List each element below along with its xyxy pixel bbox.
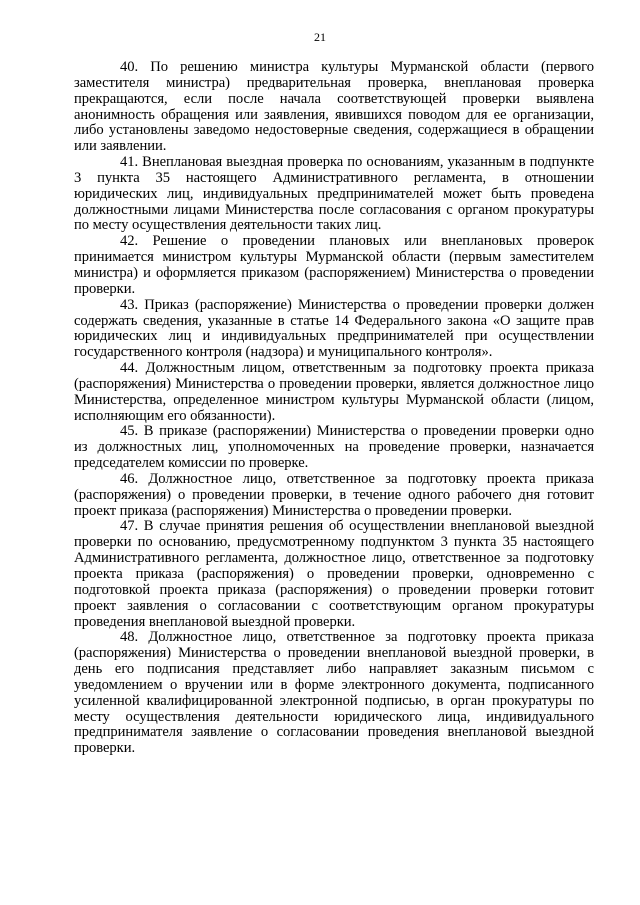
paragraph-41: 41. Внеплановая выездная проверка по основаниям, указанным в подпункте 3 пункта 35 настоящего Административного регламента, в отношении юридических лиц, индивидуальных предпринимателей может быть проведена должностными лицами Министерства после согласования с органом прокуратуры по месту осуществления деятельности таких лиц.	[74, 154, 594, 234]
paragraph-45: 45. В приказе (распоряжении) Министерства о проведении проверки одно из должностных лиц, уполномоченных на проведение проверки, назначается председателем комиссии по проверке.	[74, 423, 594, 472]
paragraph-42: 42. Решение о проведении плановых или внеплановых проверок принимается министром культуры Мурманской области (первым заместителем министра) и оформляется приказом (распоряжением) Министерства о проведении проверки.	[74, 233, 594, 297]
page-number: 21	[314, 30, 326, 44]
paragraph-48: 48. Должностное лицо, ответственное за подготовку проекта приказа (распоряжения) Министерства о проведении внеплановой выездной проверки, в день его подписания представляет либо направляет заказным письмом с уведомлением о вручении или в форме электронного документа, подписанного усиленной квалифицированной электронной подписью, в орган прокуратуры по месту осуществления деятельности юридического лица, индивидуального предпринимателя заявление о согласовании проведения внеплановой выездной проверки.	[74, 629, 594, 757]
paragraph-44: 44. Должностным лицом, ответственным за подготовку проекта приказа (распоряжения) Министерства о проведении проверки, является должностное лицо Министерства, определенное министром культуры Мурманской области (лицом, исполняющим его обязанности).	[74, 360, 594, 424]
paragraph-40: 40. По решению министра культуры Мурманской области (первого заместителя министра) предварительная проверка, внеплановая проверка прекращаются, если после начала соответствующей проверки выявлена анонимность обращения или заявления, явившихся поводом для ее организации, либо установлены заведомо недостоверные сведения, содержащиеся в обращении или заявлении.	[74, 59, 594, 155]
document-body	[74, 60, 594, 757]
paragraph-46: 46. Должностное лицо, ответственное за подготовку проекта приказа (распоряжения) о проведении проверки, в течение одного рабочего дня готовит проект приказа (распоряжения) Министерства о проведении проверки.	[74, 470, 594, 519]
paragraph-47: 47. В случае принятия решения об осуществлении внеплановой выездной проверки по основанию, предусмотренному подпунктом 3 пункта 35 настоящего Административного регламента, должностное лицо, ответственное за подготовку проекта приказа (распоряжения) о проведении проверки, одновременно с подготовкой проекта приказа (распоряжения) о проведении проверки готовит проект заявления о согласовании с соответствующим органом прокуратуры проведения внеплановой выездной проверки.	[74, 518, 594, 630]
paragraph-43: 43. Приказ (распоряжение) Министерства о проведении проверки должен содержать сведения, указанные в статье 14 Федерального закона «О защите прав юридических лиц и индивидуальных предпринимателей при осуществлении государственного контроля (надзора) и муниципального контроля».	[74, 296, 594, 361]
